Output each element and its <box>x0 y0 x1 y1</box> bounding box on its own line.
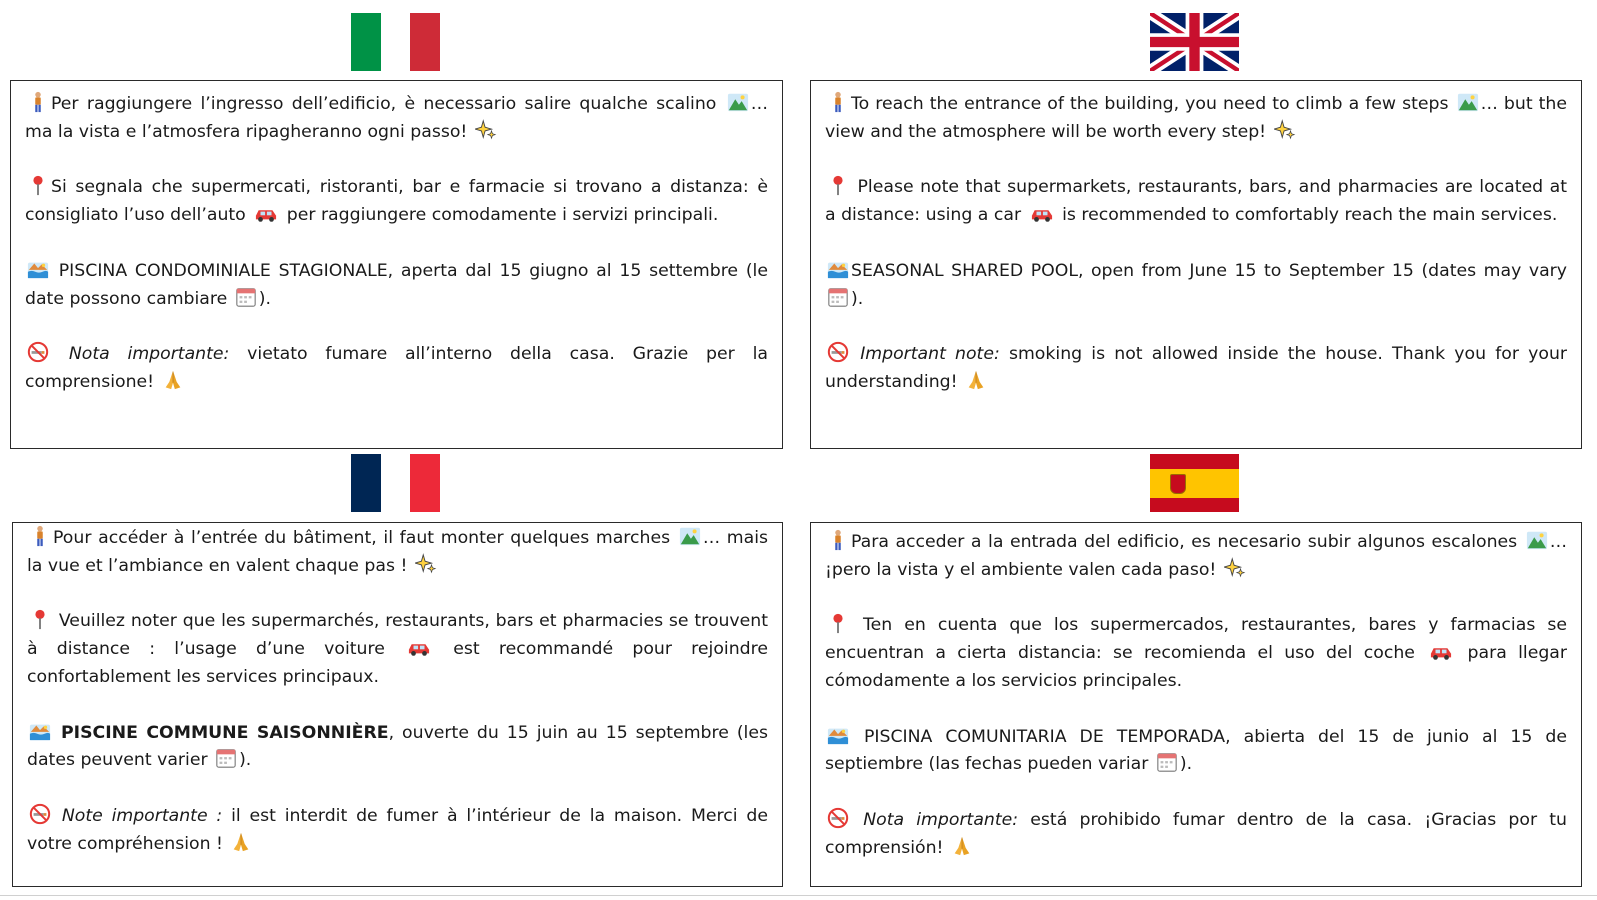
pin-icon <box>827 612 849 634</box>
steps-paragraph: Para acceder a la entrada del edificio, es necesario subir algunos escalones … ¡pero la vista y el ambiente valen cada paso! <box>825 529 1567 585</box>
pool-icon <box>29 720 51 742</box>
pin-icon <box>827 174 849 196</box>
spain-flag-icon <box>1150 454 1239 512</box>
calendar-icon <box>215 747 237 769</box>
pool-icon <box>27 258 49 280</box>
services-paragraph: Veuillez noter que les supermarchés, restaurants, bars et pharmacies se trouvent à distance : l’usage d’une voiture est recommandé pour rejoindre confortablement les services principaux. <box>27 608 768 691</box>
mountain-icon <box>679 525 701 547</box>
praying-hands-icon <box>230 831 252 853</box>
no-smoking-icon <box>27 341 49 363</box>
bottom-divider <box>0 895 1597 896</box>
spanish-info-box <box>810 522 1582 887</box>
note-paragraph: Nota importante: está prohibido fumar dentro de la casa. ¡Gracias por tu comprensión! <box>825 807 1567 863</box>
french-info-box <box>12 522 783 887</box>
pool-icon <box>827 258 849 280</box>
sparkle-icon <box>1274 119 1296 141</box>
pool-icon <box>827 724 849 746</box>
france-flag-icon <box>351 454 440 512</box>
uk-flag-icon <box>1150 13 1239 71</box>
mountain-icon <box>1457 91 1479 113</box>
praying-hands-icon <box>965 369 987 391</box>
person-standing-icon <box>29 525 51 547</box>
pin-icon <box>29 608 51 630</box>
pool-paragraph: SEASONAL SHARED POOL, open from June 15 to September 15 (dates may vary ). <box>825 258 1567 314</box>
note-paragraph: Note importante : il est interdit de fumer à l’intérieur de la maison. Merci de votre compréhension ! <box>27 803 768 859</box>
services-paragraph: Please note that supermarkets, restaurants, bars, and pharmacies are located at a distance: using a car is recommended to comfortably reach the main services. <box>825 174 1567 230</box>
services-paragraph: Si segnala che supermercati, ristoranti, bar e farmacie si trovano a distanza: è consigliato l’uso dell’auto per raggiungere comodamente i servizi principali. <box>25 174 768 230</box>
sparkle-icon <box>475 119 497 141</box>
mountain-icon <box>1526 529 1548 551</box>
steps-paragraph: To reach the entrance of the building, you need to climb a few steps … but the view and the atmosphere will be worth every step! <box>825 91 1567 147</box>
calendar-icon <box>827 286 849 308</box>
note-paragraph: Nota importante: vietato fumare all’interno della casa. Grazie per la comprensione! <box>25 341 768 397</box>
services-paragraph: Ten en cuenta que los supermercados, restaurantes, bares y farmacias se encuentran a cierta distancia: se recomienda el uso del coche para llegar cómodamente a los servicios principales. <box>825 612 1567 695</box>
pool-paragraph: PISCINA COMUNITARIA DE TEMPORADA, abierta del 15 de junio al 15 de septiembre (las fechas pueden variar ). <box>825 724 1567 780</box>
person-standing-icon <box>827 529 849 551</box>
italian-info-box <box>10 80 783 449</box>
no-smoking-icon <box>827 341 849 363</box>
car-icon <box>253 202 279 224</box>
car-icon <box>1428 640 1454 662</box>
mountain-icon <box>727 91 749 113</box>
pool-paragraph: PISCINE COMMUNE SAISONNIÈRE, ouverte du 15 juin au 15 septembre (les dates peuvent varier ). <box>27 720 768 776</box>
no-smoking-icon <box>29 803 51 825</box>
pin-icon <box>27 174 49 196</box>
sparkle-icon <box>1224 557 1246 579</box>
person-standing-icon <box>827 91 849 113</box>
calendar-icon <box>235 286 257 308</box>
note-paragraph: Important note: smoking is not allowed inside the house. Thank you for your understanding! <box>825 341 1567 397</box>
car-icon <box>1029 202 1055 224</box>
praying-hands-icon <box>162 369 184 391</box>
no-smoking-icon <box>827 807 849 829</box>
person-standing-icon <box>27 91 49 113</box>
english-info-box <box>810 80 1582 449</box>
car-icon <box>406 636 432 658</box>
sparkle-icon <box>415 553 437 575</box>
steps-paragraph: Pour accéder à l’entrée du bâtiment, il faut monter quelques marches … mais la vue et l’ambiance en valent chaque pas ! <box>27 525 768 581</box>
italy-flag-icon <box>351 13 440 71</box>
steps-paragraph: Per raggiungere l’ingresso dell’edificio, è necessario salire qualche scalino … ma la vista e l’atmosfera ripagheranno ogni passo! <box>25 91 768 147</box>
calendar-icon <box>1156 751 1178 773</box>
praying-hands-icon <box>951 835 973 857</box>
pool-paragraph: PISCINA CONDOMINIALE STAGIONALE, aperta dal 15 giugno al 15 settembre (le date possono cambiare ). <box>25 258 768 314</box>
